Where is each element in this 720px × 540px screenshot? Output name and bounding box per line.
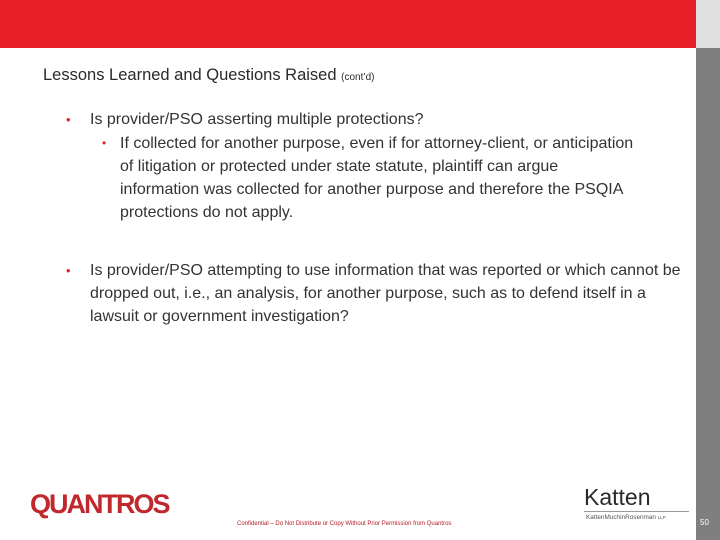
katten-logo-llp: LLP — [657, 515, 666, 520]
slide-title-suffix: (cont’d) — [341, 72, 375, 83]
bullet-item — [66, 259, 686, 328]
bullet-list — [66, 108, 686, 328]
header-bar — [0, 0, 696, 48]
quantros-logo — [30, 486, 169, 522]
page-number: 50 — [700, 518, 709, 527]
katten-logo: Katten — [584, 484, 651, 510]
katten-logo-rule — [584, 511, 689, 512]
slide-title — [43, 66, 374, 85]
katten-logo-sub — [586, 514, 666, 521]
side-bar-top — [696, 0, 720, 48]
katten-logo-sub-text: KattenMuchinRosenman — [586, 514, 656, 521]
sub-bullet-item — [102, 132, 640, 224]
quantros-logo-text: QUANTROS — [30, 489, 169, 519]
slide-title-text: Lessons Learned and Questions Raised — [43, 66, 337, 84]
bullet-dot-icon: • — [66, 112, 71, 127]
bullet-item — [66, 108, 686, 131]
bullet-dot-icon: • — [66, 263, 71, 278]
bullet-text: Is provider/PSO asserting multiple protections? — [90, 111, 424, 128]
side-bar — [696, 0, 720, 540]
sub-bullet-text: If collected for another purpose, even if for attorney-client, or anticipation of litigation or protected under state statute, plaintiff can argue information was collected for another purpose and therefore the PSQIA protections do not apply. — [120, 135, 634, 221]
bullet-text: Is provider/PSO attempting to use information that was reported or which cannot be dropped out, i.e., an analysis, for another purpose, such as to defend itself in a lawsuit or government investigation? — [90, 262, 681, 325]
sub-bullet-dot-icon: • — [102, 136, 107, 150]
confidential-note: Confidential – Do Not Distribute or Copy Without Prior Permission from Quantros — [237, 521, 452, 527]
